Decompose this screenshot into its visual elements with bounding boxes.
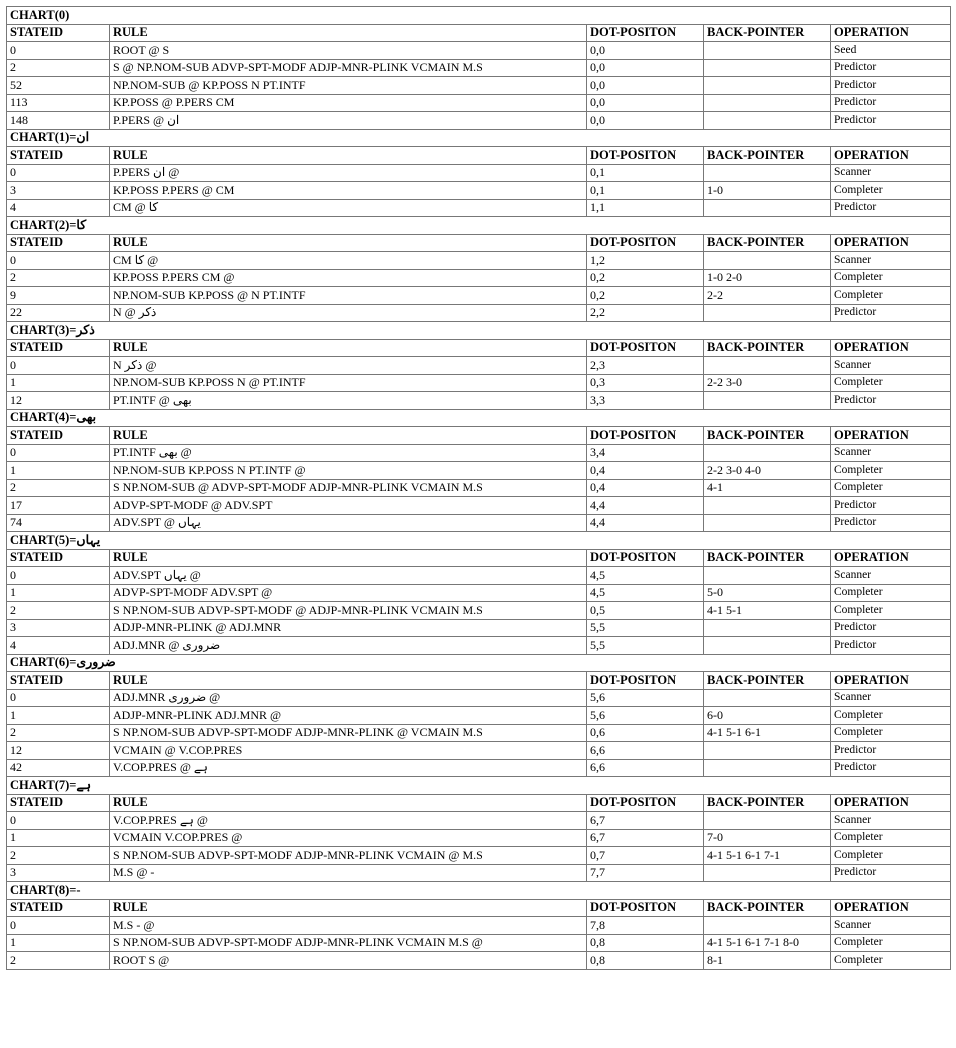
cell-stateid: 12 (7, 742, 110, 760)
cell-dot-position: 2,2 (587, 304, 704, 322)
cell-stateid: 74 (7, 514, 110, 532)
header-rule: RULE (110, 794, 587, 812)
cell-operation: Scanner (831, 357, 951, 375)
cell-stateid: 2 (7, 269, 110, 287)
chart-title-row (7, 322, 951, 340)
table-row (7, 304, 951, 322)
cell-dot-position: 1,2 (587, 252, 704, 270)
cell-dot-position: 6,6 (587, 742, 704, 760)
header-rule: RULE (110, 427, 587, 445)
cell-back-pointer (704, 112, 831, 130)
cell-operation: Completer (831, 847, 951, 865)
cell-rule: ADJP-MNR-PLINK @ ADJ.MNR (110, 619, 587, 637)
cell-operation: Scanner (831, 917, 951, 935)
table-row (7, 94, 951, 112)
cell-stateid: 4 (7, 199, 110, 217)
cell-rule: S NP.NOM-SUB @ ADVP-SPT-MODF ADJP-MNR-PLINK VCMAIN M.S (110, 479, 587, 497)
table-row (7, 829, 951, 847)
header-dot-position: DOT-POSITON (587, 794, 704, 812)
cell-operation: Completer (831, 584, 951, 602)
cell-operation: Predictor (831, 864, 951, 882)
cell-dot-position: 4,5 (587, 567, 704, 585)
table-row (7, 374, 951, 392)
header-stateid: STATEID (7, 549, 110, 567)
cell-operation: Completer (831, 707, 951, 725)
cell-back-pointer: 5-0 (704, 584, 831, 602)
header-stateid: STATEID (7, 427, 110, 445)
header-stateid: STATEID (7, 899, 110, 917)
cell-stateid: 2 (7, 847, 110, 865)
chart-document (6, 6, 950, 970)
header-back-pointer: BACK-POINTER (704, 672, 831, 690)
chart-title-row (7, 129, 951, 147)
cell-dot-position: 3,4 (587, 444, 704, 462)
table-row (7, 479, 951, 497)
chart-title: CHART(0) (7, 7, 951, 25)
table-row (7, 199, 951, 217)
cell-dot-position: 0,0 (587, 112, 704, 130)
chart-title: CHART(8)=- (7, 882, 951, 900)
cell-back-pointer (704, 497, 831, 515)
cell-dot-position: 0,5 (587, 602, 704, 620)
cell-dot-position: 6,6 (587, 759, 704, 777)
cell-operation: Predictor (831, 759, 951, 777)
cell-back-pointer: 1-0 2-0 (704, 269, 831, 287)
cell-operation: Predictor (831, 619, 951, 637)
table-row (7, 759, 951, 777)
cell-back-pointer (704, 514, 831, 532)
cell-operation: Completer (831, 287, 951, 305)
table-row (7, 724, 951, 742)
cell-operation: Predictor (831, 392, 951, 410)
cell-rule: ADJP-MNR-PLINK ADJ.MNR @ (110, 707, 587, 725)
table-row (7, 59, 951, 77)
header-rule: RULE (110, 24, 587, 42)
table-row (7, 182, 951, 200)
cell-rule: NP.NOM-SUB KP.POSS N @ PT.INTF (110, 374, 587, 392)
header-operation: OPERATION (831, 234, 951, 252)
chart-title-row (7, 409, 951, 427)
table-row (7, 287, 951, 305)
table-row (7, 952, 951, 970)
cell-stateid: 1 (7, 829, 110, 847)
table-row (7, 934, 951, 952)
cell-operation: Completer (831, 182, 951, 200)
cell-operation: Completer (831, 724, 951, 742)
cell-dot-position: 0,4 (587, 462, 704, 480)
cell-rule: VCMAIN @ V.COP.PRES (110, 742, 587, 760)
cell-stateid: 0 (7, 252, 110, 270)
cell-dot-position: 0,1 (587, 182, 704, 200)
cell-dot-position: 7,8 (587, 917, 704, 935)
cell-operation: Predictor (831, 304, 951, 322)
cell-stateid: 0 (7, 444, 110, 462)
cell-stateid: 4 (7, 637, 110, 655)
cell-stateid: 0 (7, 917, 110, 935)
cell-back-pointer (704, 637, 831, 655)
cell-rule: V.COP.PRES ہے @ (110, 812, 587, 830)
cell-operation: Completer (831, 462, 951, 480)
header-operation: OPERATION (831, 672, 951, 690)
header-back-pointer: BACK-POINTER (704, 339, 831, 357)
table-row (7, 392, 951, 410)
cell-dot-position: 4,4 (587, 497, 704, 515)
cell-dot-position: 0,7 (587, 847, 704, 865)
cell-operation: Completer (831, 374, 951, 392)
chart-title-row (7, 7, 951, 25)
chart-title: CHART(1)=ان (7, 129, 951, 147)
cell-back-pointer: 4-1 5-1 (704, 602, 831, 620)
header-stateid: STATEID (7, 24, 110, 42)
cell-operation: Predictor (831, 199, 951, 217)
cell-back-pointer (704, 59, 831, 77)
header-stateid: STATEID (7, 147, 110, 165)
cell-stateid: 2 (7, 602, 110, 620)
table-row (7, 269, 951, 287)
cell-back-pointer (704, 689, 831, 707)
earley-chart-table (6, 6, 951, 970)
table-row (7, 42, 951, 60)
cell-back-pointer (704, 759, 831, 777)
cell-back-pointer (704, 252, 831, 270)
header-rule: RULE (110, 147, 587, 165)
header-rule: RULE (110, 234, 587, 252)
cell-rule: ADVP-SPT-MODF @ ADV.SPT (110, 497, 587, 515)
cell-stateid: 3 (7, 619, 110, 637)
chart-title: CHART(3)=ذکر (7, 322, 951, 340)
cell-operation: Completer (831, 952, 951, 970)
cell-back-pointer (704, 304, 831, 322)
column-header-row (7, 899, 951, 917)
table-row (7, 637, 951, 655)
cell-dot-position: 0,6 (587, 724, 704, 742)
header-dot-position: DOT-POSITON (587, 339, 704, 357)
header-dot-position: DOT-POSITON (587, 24, 704, 42)
cell-back-pointer (704, 42, 831, 60)
cell-rule: S NP.NOM-SUB ADVP-SPT-MODF ADJP-MNR-PLINK VCMAIN M.S @ (110, 934, 587, 952)
table-row (7, 357, 951, 375)
cell-stateid: 0 (7, 42, 110, 60)
cell-back-pointer (704, 812, 831, 830)
column-header-row (7, 794, 951, 812)
cell-stateid: 113 (7, 94, 110, 112)
cell-operation: Completer (831, 934, 951, 952)
cell-operation: Predictor (831, 59, 951, 77)
table-row (7, 567, 951, 585)
header-dot-position: DOT-POSITON (587, 899, 704, 917)
chart-title-row (7, 654, 951, 672)
chart-title: CHART(7)=ہے (7, 777, 951, 795)
cell-back-pointer (704, 864, 831, 882)
cell-operation: Seed (831, 42, 951, 60)
cell-rule: ADV.SPT @ یہاں (110, 514, 587, 532)
cell-back-pointer (704, 917, 831, 935)
cell-dot-position: 0,1 (587, 164, 704, 182)
cell-stateid: 22 (7, 304, 110, 322)
cell-stateid: 0 (7, 567, 110, 585)
cell-stateid: 3 (7, 182, 110, 200)
cell-back-pointer: 2-2 3-0 (704, 374, 831, 392)
cell-operation: Predictor (831, 497, 951, 515)
cell-dot-position: 4,4 (587, 514, 704, 532)
header-back-pointer: BACK-POINTER (704, 794, 831, 812)
header-operation: OPERATION (831, 339, 951, 357)
header-operation: OPERATION (831, 147, 951, 165)
column-header-row (7, 672, 951, 690)
cell-dot-position: 5,6 (587, 689, 704, 707)
cell-rule: P.PERS @ ان (110, 112, 587, 130)
cell-operation: Scanner (831, 444, 951, 462)
cell-rule: CM کا @ (110, 252, 587, 270)
cell-operation: Predictor (831, 94, 951, 112)
cell-dot-position: 0,3 (587, 374, 704, 392)
cell-dot-position: 7,7 (587, 864, 704, 882)
table-row (7, 742, 951, 760)
table-row (7, 689, 951, 707)
cell-back-pointer: 2-2 3-0 4-0 (704, 462, 831, 480)
cell-stateid: 0 (7, 812, 110, 830)
table-row (7, 444, 951, 462)
cell-stateid: 12 (7, 392, 110, 410)
cell-back-pointer: 1-0 (704, 182, 831, 200)
cell-back-pointer (704, 567, 831, 585)
cell-stateid: 52 (7, 77, 110, 95)
table-row (7, 584, 951, 602)
cell-rule: ADJ.MNR ضروری @ (110, 689, 587, 707)
cell-dot-position: 1,1 (587, 199, 704, 217)
cell-rule: S NP.NOM-SUB ADVP-SPT-MODF ADJP-MNR-PLINK VCMAIN @ M.S (110, 847, 587, 865)
header-rule: RULE (110, 339, 587, 357)
cell-back-pointer: 4-1 5-1 6-1 (704, 724, 831, 742)
cell-dot-position: 0,0 (587, 42, 704, 60)
cell-back-pointer (704, 164, 831, 182)
table-row (7, 917, 951, 935)
cell-stateid: 17 (7, 497, 110, 515)
header-rule: RULE (110, 549, 587, 567)
header-rule: RULE (110, 672, 587, 690)
header-back-pointer: BACK-POINTER (704, 427, 831, 445)
cell-back-pointer: 7-0 (704, 829, 831, 847)
header-rule: RULE (110, 899, 587, 917)
header-stateid: STATEID (7, 339, 110, 357)
cell-back-pointer: 4-1 5-1 6-1 7-1 8-0 (704, 934, 831, 952)
cell-dot-position: 3,3 (587, 392, 704, 410)
cell-stateid: 2 (7, 59, 110, 77)
table-row (7, 812, 951, 830)
cell-back-pointer: 4-1 (704, 479, 831, 497)
cell-back-pointer (704, 199, 831, 217)
header-dot-position: DOT-POSITON (587, 427, 704, 445)
chart-title-row (7, 217, 951, 235)
cell-back-pointer (704, 94, 831, 112)
chart-title-row (7, 882, 951, 900)
cell-dot-position: 0,8 (587, 952, 704, 970)
header-stateid: STATEID (7, 234, 110, 252)
cell-stateid: 1 (7, 374, 110, 392)
table-row (7, 252, 951, 270)
cell-stateid: 1 (7, 707, 110, 725)
cell-rule: PT.INTF @ بھی (110, 392, 587, 410)
cell-back-pointer (704, 357, 831, 375)
cell-operation: Scanner (831, 164, 951, 182)
table-row (7, 514, 951, 532)
cell-dot-position: 5,5 (587, 619, 704, 637)
table-row (7, 619, 951, 637)
header-dot-position: DOT-POSITON (587, 549, 704, 567)
chart-title: CHART(2)=کا (7, 217, 951, 235)
cell-back-pointer (704, 392, 831, 410)
cell-rule: V.COP.PRES @ ہے (110, 759, 587, 777)
cell-back-pointer (704, 77, 831, 95)
table-row (7, 112, 951, 130)
cell-rule: M.S - @ (110, 917, 587, 935)
cell-dot-position: 0,0 (587, 77, 704, 95)
cell-rule: M.S @ - (110, 864, 587, 882)
table-row (7, 847, 951, 865)
cell-dot-position: 0,0 (587, 94, 704, 112)
header-back-pointer: BACK-POINTER (704, 24, 831, 42)
header-operation: OPERATION (831, 427, 951, 445)
cell-dot-position: 0,0 (587, 59, 704, 77)
column-header-row (7, 234, 951, 252)
table-row (7, 602, 951, 620)
cell-rule: ADV.SPT یہاں @ (110, 567, 587, 585)
cell-stateid: 0 (7, 357, 110, 375)
cell-back-pointer: 2-2 (704, 287, 831, 305)
cell-rule: P.PERS ان @ (110, 164, 587, 182)
cell-operation: Predictor (831, 112, 951, 130)
cell-dot-position: 0,2 (587, 287, 704, 305)
cell-dot-position: 6,7 (587, 812, 704, 830)
header-dot-position: DOT-POSITON (587, 147, 704, 165)
table-row (7, 497, 951, 515)
cell-operation: Predictor (831, 77, 951, 95)
column-header-row (7, 24, 951, 42)
cell-rule: S @ NP.NOM-SUB ADVP-SPT-MODF ADJP-MNR-PLINK VCMAIN M.S (110, 59, 587, 77)
cell-stateid: 148 (7, 112, 110, 130)
cell-operation: Predictor (831, 742, 951, 760)
cell-dot-position: 0,2 (587, 269, 704, 287)
cell-stateid: 1 (7, 934, 110, 952)
header-back-pointer: BACK-POINTER (704, 234, 831, 252)
chart-title-row (7, 777, 951, 795)
cell-operation: Scanner (831, 812, 951, 830)
cell-stateid: 1 (7, 462, 110, 480)
cell-rule: ROOT @ S (110, 42, 587, 60)
header-back-pointer: BACK-POINTER (704, 899, 831, 917)
cell-rule: ADVP-SPT-MODF ADV.SPT @ (110, 584, 587, 602)
cell-rule: CM @ کا (110, 199, 587, 217)
cell-rule: KP.POSS P.PERS CM @ (110, 269, 587, 287)
cell-dot-position: 2,3 (587, 357, 704, 375)
header-back-pointer: BACK-POINTER (704, 549, 831, 567)
column-header-row (7, 427, 951, 445)
cell-back-pointer (704, 619, 831, 637)
cell-stateid: 42 (7, 759, 110, 777)
cell-stateid: 2 (7, 952, 110, 970)
table-row (7, 864, 951, 882)
cell-operation: Completer (831, 602, 951, 620)
header-back-pointer: BACK-POINTER (704, 147, 831, 165)
column-header-row (7, 339, 951, 357)
cell-rule: NP.NOM-SUB KP.POSS @ N PT.INTF (110, 287, 587, 305)
cell-rule: NP.NOM-SUB @ KP.POSS N PT.INTF (110, 77, 587, 95)
cell-operation: Completer (831, 269, 951, 287)
cell-dot-position: 0,8 (587, 934, 704, 952)
cell-stateid: 1 (7, 584, 110, 602)
cell-rule: N @ ذکر (110, 304, 587, 322)
cell-rule: KP.POSS @ P.PERS CM (110, 94, 587, 112)
table-row (7, 462, 951, 480)
cell-rule: KP.POSS P.PERS @ CM (110, 182, 587, 200)
header-operation: OPERATION (831, 24, 951, 42)
chart-title: CHART(6)=ضروری (7, 654, 951, 672)
cell-rule: ROOT S @ (110, 952, 587, 970)
header-operation: OPERATION (831, 794, 951, 812)
cell-stateid: 2 (7, 479, 110, 497)
header-operation: OPERATION (831, 549, 951, 567)
cell-rule: PT.INTF بھی @ (110, 444, 587, 462)
cell-stateid: 0 (7, 164, 110, 182)
cell-dot-position: 5,5 (587, 637, 704, 655)
cell-dot-position: 6,7 (587, 829, 704, 847)
header-stateid: STATEID (7, 672, 110, 690)
table-row (7, 77, 951, 95)
cell-operation: Scanner (831, 567, 951, 585)
header-dot-position: DOT-POSITON (587, 234, 704, 252)
cell-operation: Completer (831, 479, 951, 497)
cell-stateid: 0 (7, 689, 110, 707)
cell-rule: VCMAIN V.COP.PRES @ (110, 829, 587, 847)
cell-back-pointer (704, 742, 831, 760)
cell-operation: Scanner (831, 689, 951, 707)
cell-stateid: 3 (7, 864, 110, 882)
cell-operation: Completer (831, 829, 951, 847)
header-operation: OPERATION (831, 899, 951, 917)
cell-stateid: 9 (7, 287, 110, 305)
cell-back-pointer (704, 444, 831, 462)
cell-rule: S NP.NOM-SUB ADVP-SPT-MODF ADJP-MNR-PLINK @ VCMAIN M.S (110, 724, 587, 742)
cell-operation: Predictor (831, 514, 951, 532)
cell-rule: N ذکر @ (110, 357, 587, 375)
header-dot-position: DOT-POSITON (587, 672, 704, 690)
cell-dot-position: 5,6 (587, 707, 704, 725)
table-row (7, 707, 951, 725)
chart-title-row (7, 532, 951, 550)
chart-title: CHART(5)=یہاں (7, 532, 951, 550)
cell-dot-position: 0,4 (587, 479, 704, 497)
cell-rule: S NP.NOM-SUB ADVP-SPT-MODF @ ADJP-MNR-PLINK VCMAIN M.S (110, 602, 587, 620)
column-header-row (7, 147, 951, 165)
cell-operation: Predictor (831, 637, 951, 655)
chart-title: CHART(4)=بھی (7, 409, 951, 427)
cell-dot-position: 4,5 (587, 584, 704, 602)
cell-back-pointer: 6-0 (704, 707, 831, 725)
column-header-row (7, 549, 951, 567)
table-row (7, 164, 951, 182)
cell-operation: Scanner (831, 252, 951, 270)
cell-rule: ADJ.MNR @ ضروری (110, 637, 587, 655)
header-stateid: STATEID (7, 794, 110, 812)
cell-back-pointer: 8-1 (704, 952, 831, 970)
cell-back-pointer: 4-1 5-1 6-1 7-1 (704, 847, 831, 865)
cell-rule: NP.NOM-SUB KP.POSS N PT.INTF @ (110, 462, 587, 480)
cell-stateid: 2 (7, 724, 110, 742)
